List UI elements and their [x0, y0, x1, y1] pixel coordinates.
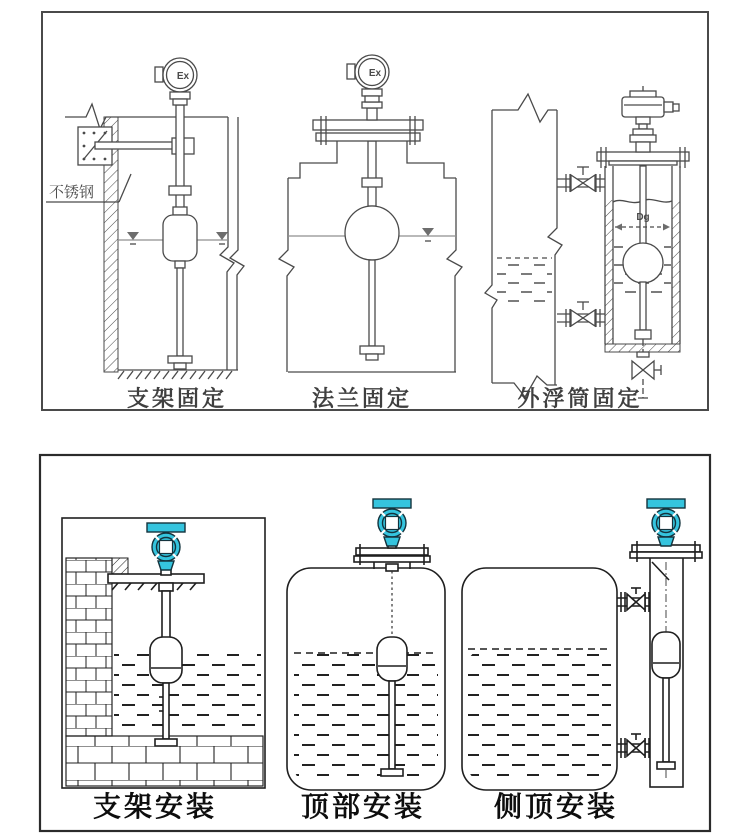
label-ex-1: Ex	[176, 71, 190, 82]
caption-bracket-install: 支架安装	[92, 791, 218, 822]
label-ex-2: Ex	[368, 68, 382, 79]
float	[652, 632, 680, 678]
water	[294, 653, 438, 783]
caption-side-top-install: 侧顶安装	[493, 791, 619, 822]
caption-bracket-fixing: 支架固定	[126, 386, 228, 411]
float	[150, 637, 182, 683]
caption-external-chamber-fixing: 外浮筒固定	[517, 386, 643, 411]
diagram-bracket-install	[62, 518, 265, 822]
label-dg: Dg	[636, 212, 650, 223]
water	[114, 646, 261, 734]
float-ball	[623, 243, 663, 283]
caption-flange-fixing: 法兰固定	[311, 386, 413, 411]
label-stainless-steel: 不锈钢	[49, 184, 95, 201]
bottom-panel-figure	[0, 440, 750, 840]
brick-wall	[66, 558, 112, 736]
caption-top-install: 顶部安装	[300, 791, 426, 822]
shelf	[108, 574, 204, 583]
float-ball	[345, 206, 399, 260]
float	[377, 637, 407, 681]
water	[468, 649, 611, 782]
